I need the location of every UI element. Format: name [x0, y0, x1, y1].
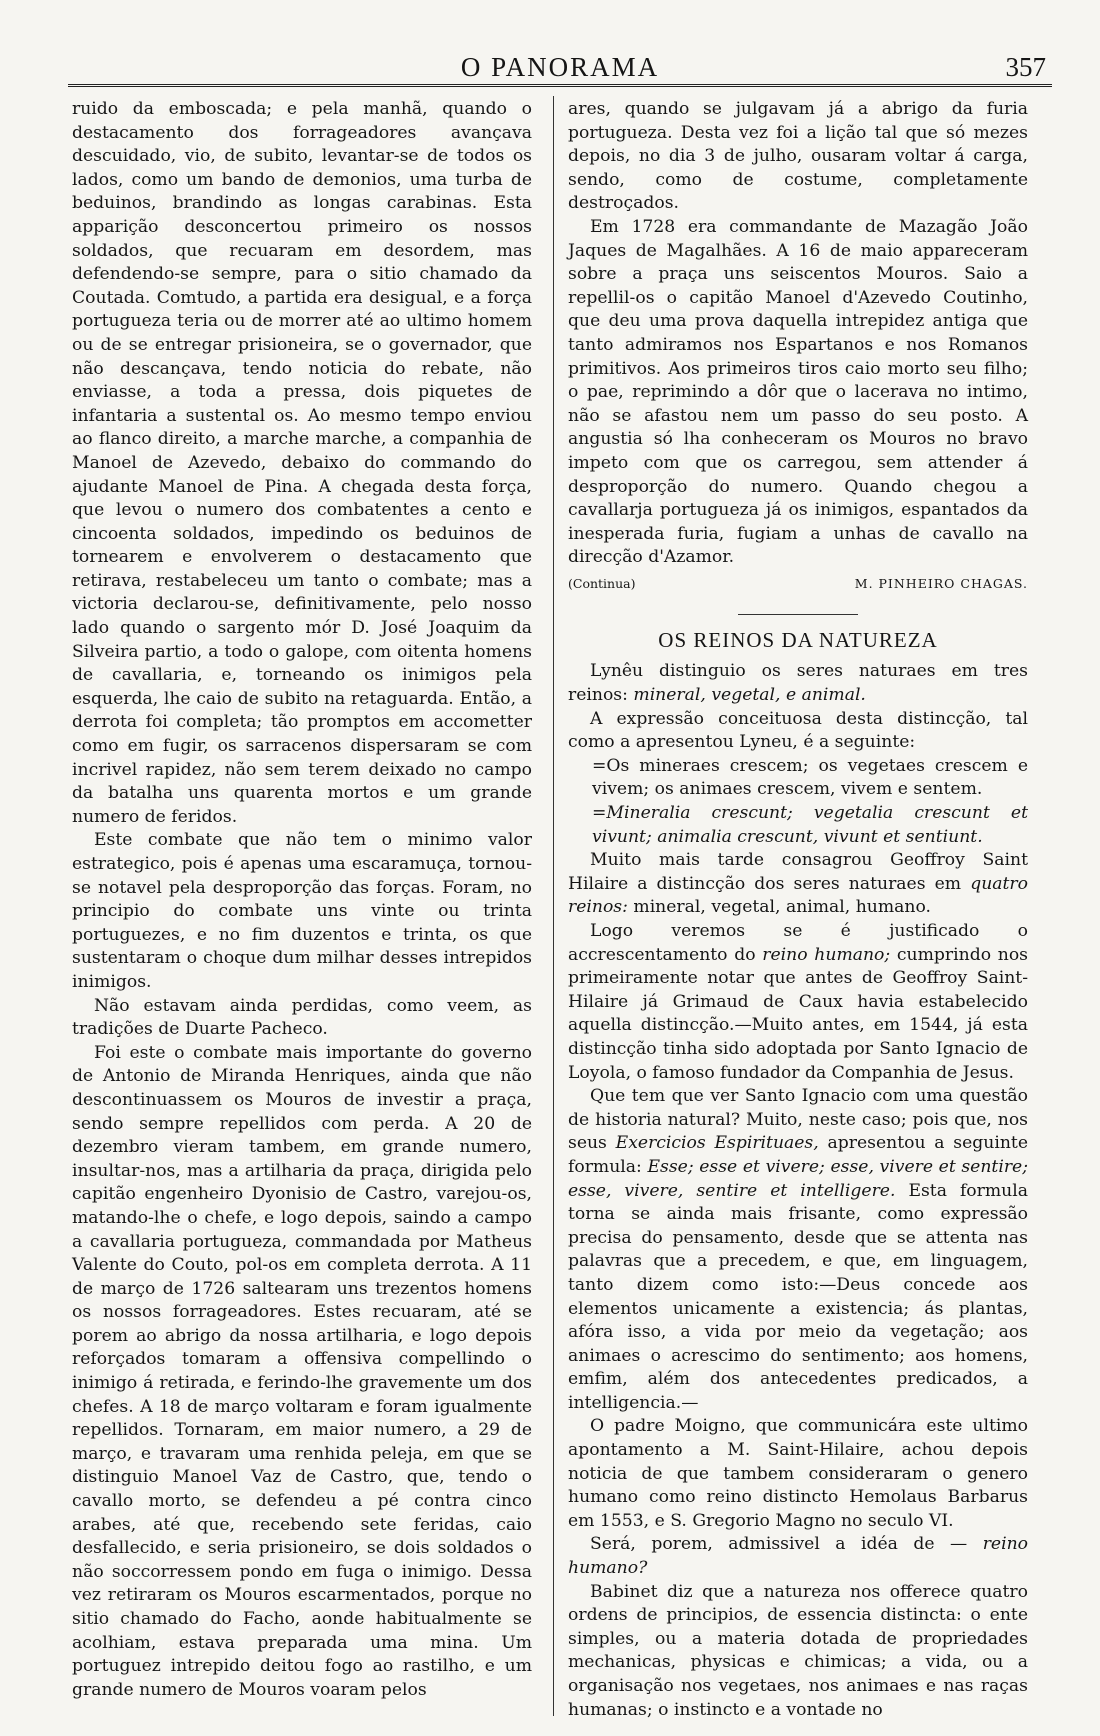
left-column — [72, 98, 532, 1718]
article-signature — [568, 576, 1028, 592]
formula-line: =Os mineraes crescem; os vegetaes crescem e vivem; os animaes crescem, vivem e sentem. — [592, 755, 1028, 800]
section-paragraph: Lynêu distinguio os seres naturaes em tres reinos: mineral, vegetal, e animal. — [568, 661, 1028, 706]
section-paragraph: Que tem que ver Santo Ignacio com uma questão de historia natural? Muito, neste caso; pois que, nos seus Exercicios Espirituaes, apresentou a seguinte formula: Esse; esse et vivere; esse, vivere et sentire; esse, vivere, sentire et intelligere. Esta formula torna se ainda mais frisante, como expressão precisa do pensamento, desde que se attenta nas palavras que a precedem, e que, em linguagem, tanto dizem como isto:—Deus concede aos elementos unicamente a existencia; ás plantas, afóra isso, a vida por meio da vegetação; aos animaes o acrescimo do sentimento; aos homens, emfim, além dos antecedentes predicados, a intelligencia.— — [568, 1086, 1029, 1413]
article-paragraph: Em 1728 era commandante de Mazagão João Jaques de Magalhães. A 16 de maio appareceram sobre a praça uns seiscentos Mouros. Saio a repellil-os o capitão Manoel d'Azevedo Coutinho, que deu uma prova daquella intrepidez antiga que tanto admiramos nos Espartanos e nos Romanos primitivos. Aos primeiros tiros caio morto seu filho; o pae, reprimindo a dôr que o lacerava no intimo, não se afastou nem um passo do seu posto. A angustia só lha conheceram os Mouros no bravo impeto com que os carregou, sem attender á desproporção do numero. Quando chegou a cavallarja portugueza já os inimigos, espantados da inesperada furia, fugiam a unhas de cavallo na direcção d'Azamor. — [568, 216, 1028, 568]
section-title: OS REINOS DA NATUREZA — [658, 627, 938, 652]
article-paragraph: Este combate que não tem o minimo valor estrategico, pois é apenas uma escaramuça, tornou-se notavel pela desproporção das forças. Foram, no principio do combate uns vinte ou trinta portuguezes, e no fim duzentos e trinta, os que sustentaram o choque dum milhar desses intrepidos inimigos. — [72, 830, 532, 992]
section-paragraph: Será, porem, admissivel a idéa de — reino humano? — [568, 1534, 1028, 1579]
section-paragraph: Muito mais tarde consagrou Geoffroy Saint Hilaire a distincção dos seres naturaes em quatro reinos: mineral, vegetal, animal, humano. — [568, 850, 1028, 918]
article-paragraph: Foi este o combate mais importante do governo de Antonio de Miranda Henriques, ainda que não descontinuassem os Mouros de investir a praça, sendo sempre repellidos com perda. A 20 de dezembro vieram tambem, em grande numero, insultar-nos, mas a artilharia da praça, dirigida pelo capitão engenheiro Dyonisio de Castro, varejou-os, matando-lhe o chefe, e logo depois, saindo a campo a cavallaria portugueza, commandada por Matheus Valente do Couto, pol-os em completa derrota. A 11 de março de 1726 saltearam uns trezentos homens os nossos forrageadores. Estes recuaram, até se porem ao abrigo da nossa artilharia, e logo depois reforçados tomaram a offensiva compellindo o inimigo á retirada, e ferindo-lhe gravemente um dos chefes. A 18 de março voltaram e foram igualmente repellidos. Tornaram, em maior numero, a 29 de março, e travaram uma renhida peleja, em que se distinguio Manoel Vaz de Castro, que, tendo o cavallo morto, se defendeu a pé contra cinco arabes, até que, recebendo sete feridas, caio desfallecido, e seria prisioneiro, se dois soldados o não soccorressem pondo em fuga o inimigo. Dessa vez retiraram os Mouros escarmentados, porque no sitio chamado do Facho, aonde habitualmente se acolhiam, estava preparada uma mina. Um portuguez intrepido deitou fogo ao rastilho, e um grande numero de Mouros voaram pelos — [72, 1042, 532, 1700]
section-paragraph: O padre Moigno, que communicára este ultimo apontamento a M. Saint-Hilaire, achou depois noticia de que tambem consideraram o genero humano como reino distincto Hemolaus Barbarus em 1553, e S. Gregorio Magno no seculo VI. — [568, 1416, 1028, 1531]
page-header — [68, 50, 1052, 86]
section-paragraph: A expressão conceituosa desta distincção, tal como a apresentou Lyneu, é a seguinte: — [568, 708, 1028, 753]
page-number: 357 — [1005, 52, 1046, 82]
section-rule — [738, 614, 858, 615]
article-paragraph: ruido da emboscada; e pela manhã, quando o destacamento dos forrageadores avançava descuidado, vio, de subito, levantar-se de todos os lados, como um bando de demonios, uma turba de beduinos, brandindo as longas carabinas. Esta apparição desconcertou primeiro os nossos soldados, que recuaram em desordem, mas defendendo-se sempre, para o sitio chamado da Coutada. Comtudo, a partida era desigual, e a força portugueza teria ou de morrer até ao ultimo homem ou de se entregar prisioneira, se o governador, que não descançava, tendo noticia do rebate, não enviasse, a toda a pressa, dois piquetes de infantaria a sustental os. Ao mesmo tempo enviou ao flanco direito, a marche marche, a companhia de Manoel de Azevedo, debaixo do commando do ajudante Manoel de Pina. A chegada desta força, que levou o numero dos combatentes a cento e cincoenta soldados, impedindo os beduinos de tornearem e envolverem o destacamento que retirava, restabeleceu um tanto o combate; mas a victoria declarou-se, definitivamente, pelo nosso lado quando o sargento mór D. José Joaquim da Silveira partio, a todo o galope, com oitenta homens de cavallaria, e, torneando os inimigos pela esquerda, lhe caio de subito na retaguarda. Então, a derrota foi completa; tão promptos em accometter como em fugir, os sarracenos dispersaram se com incrivel rapidez, não sem terem deixado no campo da batalha uns quarenta mortos e um grande numero de feridos. — [72, 99, 532, 827]
section-paragraph: Babinet diz que a natureza nos offerece quatro ordens de principios, de essencia distincta: o ente simples, ou a materia dotada de propriedades mechanicas, physicas e chimicas; a vida, ou a organisação nos vegetaes, nos animaes e nas raças humanas; o instincto e a vontade no — [568, 1581, 1028, 1720]
article-paragraph: ares, quando se julgavam já a abrigo da furia portugueza. Desta vez foi a lição tal que só mezes depois, no dia 3 de julho, ousaram voltar á carga, sendo, como de costume, completamente destroçados. — [568, 99, 1028, 214]
article-paragraph: Não estavam ainda perdidas, como veem, as tradições de Duarte Pacheco. — [72, 995, 532, 1040]
continua-note: (Continua) — [568, 575, 636, 591]
author-name: M. PINHEIRO CHAGAS. — [854, 575, 1028, 591]
section-paragraph: Logo veremos se é justificado o accrescentamento do reino humano; cumprindo nos primeiramente notar que antes de Geoffroy Saint-Hilaire já Grimaud de Caux havia estabelecido aquella distincção.—Muito antes, em 1544, já esta distincção tinha sido adoptada por Santo Ignacio de Loyola, o famoso fundador da Companhia de Jesus. — [568, 921, 1028, 1083]
running-title: O PANORAMA — [460, 52, 660, 82]
right-column — [568, 98, 1028, 1718]
header-rule — [68, 84, 1052, 87]
column-divider — [553, 96, 554, 1716]
formula-line-latin: =Mineralia crescunt; vegetalia crescunt et vivunt; animalia crescunt, vivunt et sentiunt. — [592, 803, 1028, 847]
